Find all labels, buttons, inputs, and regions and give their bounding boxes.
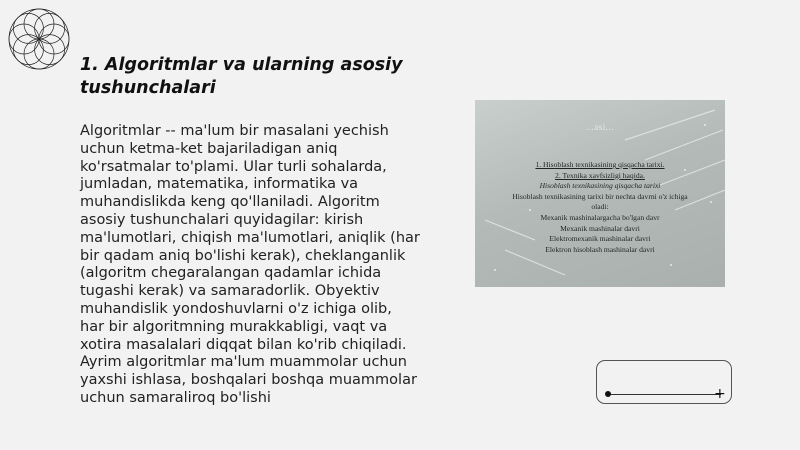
slide-line: 1. Hisoblash texnikasining qisqacha tarixi. (535, 160, 665, 169)
slide-line: 2. Texnika xavfsizligi haqida. (555, 170, 645, 180)
slider-track[interactable] (607, 394, 721, 395)
slide-line: oladi: (591, 202, 609, 212)
rosette-logo-icon (2, 2, 76, 76)
slide-line: Elektromexanik mashinalar davri (549, 234, 651, 244)
body-paragraph: Algoritmlar -- ma'lum bir masalani yechish uchun ketma-ket bajariladigan aniq ko'rsatmalar to'plami. Ular turli sohalarda, jumladan, matematika, informatika va muhandislikda keng qo'llaniladi. Algoritm asosiy tushunchalari quyidagilar: kirish ma'lumotlari, chiqish ma'lumotlari, aniqlik (har bir qadam aniq bo'lishi kerak), cheklanganlik (algoritm chegaralangan qadamlar ichida tugashi kerak) va samaradorlik. Obyektiv muhandislik yondoshuvlarni o'z ichiga olib, har bir algoritmning murakkabligi, vaqt va xotira masalalari diqqat bilan ko'rib chiqiladi. Ayrim algoritmlar ma'lum muammolar uchun yaxshi ishlasa, boshqalari boshqa muammolar uchun samaraliroq bo'lishi (80, 123, 420, 406)
slider-handle[interactable] (605, 391, 611, 397)
slide-line: Hisoblash texnikasining tarixi bir nechta davrni o'z ichiga (512, 191, 688, 201)
slide-line: Mexanik mashinalar davri (560, 223, 640, 233)
slide-line: Hisoblash texnikasining qisqacha tarixi (539, 181, 661, 191)
page-title: 1. Algoritmlar va ularning asosiy tushunchalari (80, 55, 403, 98)
slide-image (475, 100, 725, 287)
slide-text-lines (483, 160, 717, 255)
slide-line: Mexanik mashinalargacha bo'lgan davr (540, 212, 660, 222)
slide-line: Elektron hisoblash mashinalar davri (545, 244, 655, 254)
slide-title: ...asi... (586, 122, 614, 132)
plus-icon[interactable]: + (714, 386, 726, 402)
zoom-slider-widget[interactable] (596, 360, 732, 404)
